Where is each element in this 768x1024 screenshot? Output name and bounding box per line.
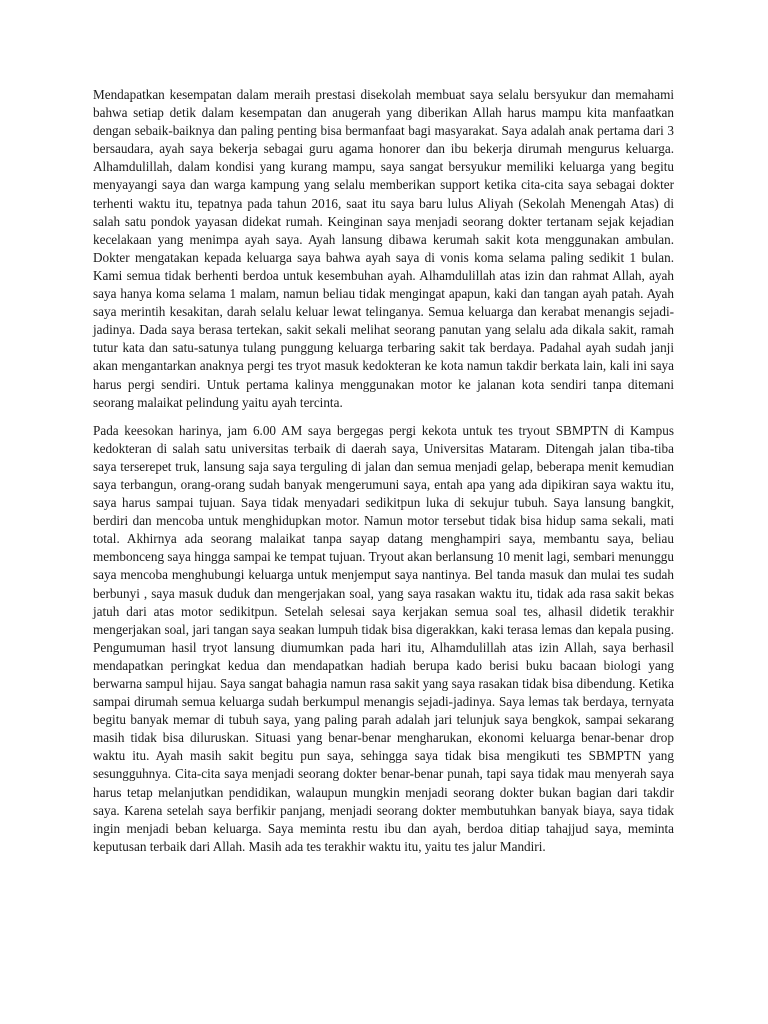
paragraph-2: Pada keesokan harinya, jam 6.00 AM saya bergegas pergi kekota untuk tes tryout SBMPTN di Kampus kedokteran di salah satu universitas terbaik di daerah saya, Universitas Mataram. Ditengah jalan tiba-tiba saya terserepet truk, lansung saja saya terguling di jalan dan semua menjadi gelap, beberapa menit kemudian saya terbangun, orang-orang sudah banyak mengerumuni saya, entah apa yang ada dipikiran saya waktu itu, saya harus sampai tujuan. Saya tidak menyadari sedikitpun luka di sekujur tubuh. Saya lansung bangkit, berdiri dan mencoba untuk menghidupkan motor. Namun motor tersebut tidak bisa hidup sama sekali, mati total. Akhirnya ada seorang malaikat tanpa sayap datang menghampiri saya, membantu saya, beliau membonceng saya hingga sampai ke tempat tujuan. Tryout akan berlansung 10 menit lagi, sembari menunggu saya mencoba menghubungi keluarga untuk menjemput saya nantinya. Bel tanda masuk dan mulai tes sudah berbunyi , saya masuk duduk dan mengerjakan soal, yang saya rasakan waktu itu, tidak ada rasa sakit bekas jatuh dari atas motor sedikitpun. Setelah selesai saya kerjakan semua soal tes, alhasil didetik terakhir mengerjakan soal, jari tangan saya seakan lumpuh tidak bisa digerakkan, kaki terasa lemas dan kepala pusing. Pengumuman hasil tryot lansung diumumkan pada hari itu, Alhamdulillah atas izin Allah, saya berhasil mendapatkan peringkat kedua dan mendapatkan hadiah berupa kado berisi buku bacaan biologi yang berwarna sampul hijau. Saya sangat bahagia namun rasa sakit yang saya rasakan tidak bisa dibendung. Ketika sampai dirumah semua keluarga sudah berkumpul menangis sejadi-jadinya. Saya lemas tak berdaya, ternyata begitu banyak memar di tubuh saya, yang paling parah adalah jari telunjuk saya bengkok, sampai sekarang masih tidak bisa diluruskan. Situasi yang benar-benar mengharukan, ekonomi keluarga benar-benar drop waktu itu. Ayah masih sakit begitu pun saya, sehingga saya tidak bisa mengikuti tes SBMPTN yang sesungguhnya. Cita-cita saya menjadi seorang dokter benar-benar punah, tapi saya tidak mau menyerah saya harus tetap melanjutkan pendidikan, walaupun mungkin menjadi seorang dokter bukan bagian dari takdir saya. Karena setelah saya berfikir panjang, menjadi seorang dokter membutuhkan banyak biaya, saya tidak ingin menjadi beban keluarga. Saya meminta restu ibu dan ayah, berdoa ditiap tahajjud saya, meminta keputusan terbaik dari Allah. Masih ada tes terakhir waktu itu, yaitu tes jalur Mandiri. — [93, 422, 674, 854]
paragraph-1: Mendapatkan kesempatan dalam meraih prestasi disekolah membuat saya selalu bersyukur dan memahami bahwa setiap detik dalam kesempatan dan anugerah yang diberikan Allah harus mampu kita manfaatkan dengan sebaik-baiknya dan paling penting bisa bermanfaat bagi masyarakat. Saya adalah anak pertama dari 3 bersaudara, ayah saya bekerja sebagai guru agama honorer dan ibu bekerja dirumah mengurus keluarga. Alhamdulillah, dalam kondisi yang kurang mampu, saya sangat bersyukur memiliki keluarga yang begitu menyayangi saya dan warga kampung yang selalu memberikan support ketika cita-cita saya sebagai dokter terhenti waktu itu, tepatnya pada tahun 2016, saat itu saya baru lulus Aliyah (Sekolah Menengah Atas) di salah satu pondok yayasan didekat rumah. Keinginan saya menjadi seorang dokter tertanam sejak kejadian kecelakaan yang menimpa ayah saya. Ayah lansung dibawa kerumah sakit kota menggunakan ambulan. Dokter mengatakan kepada keluarga saya bahwa ayah saya di vonis koma selama paling sedikit 1 bulan. Kami semua tidak berhenti berdoa untuk kesembuhan ayah. Alhamdulillah atas izin dan rahmat Allah, ayah saya hanya koma selama 1 malam, namun beliau tidak mengingat apapun, kaki dan tangan ayah patah. Ayah saya merintih kesakitan, darah selalu keluar lewat telinganya. Semua keluarga dan kerabat menangis sejadi-jadinya. Dada saya berasa tertekan, sakit sekali melihat seorang panutan yang selalu ada dikala sakit, ramah tutur kata dan satu-satunya tulang punggung keluarga terbaring sakit tak berdaya. Padahal ayah sudah janji akan mengantarkan anaknya pergi tes tryot masuk kedokteran ke kota namun takdir berkata lain, kali ini saya harus pergi sendiri. Untuk pertama kalinya menggunakan motor ke jalanan kota sendiri tanpa ditemani seorang malaikat pelindung yaitu ayah tercinta. — [93, 87, 674, 410]
document-page — [93, 86, 674, 856]
